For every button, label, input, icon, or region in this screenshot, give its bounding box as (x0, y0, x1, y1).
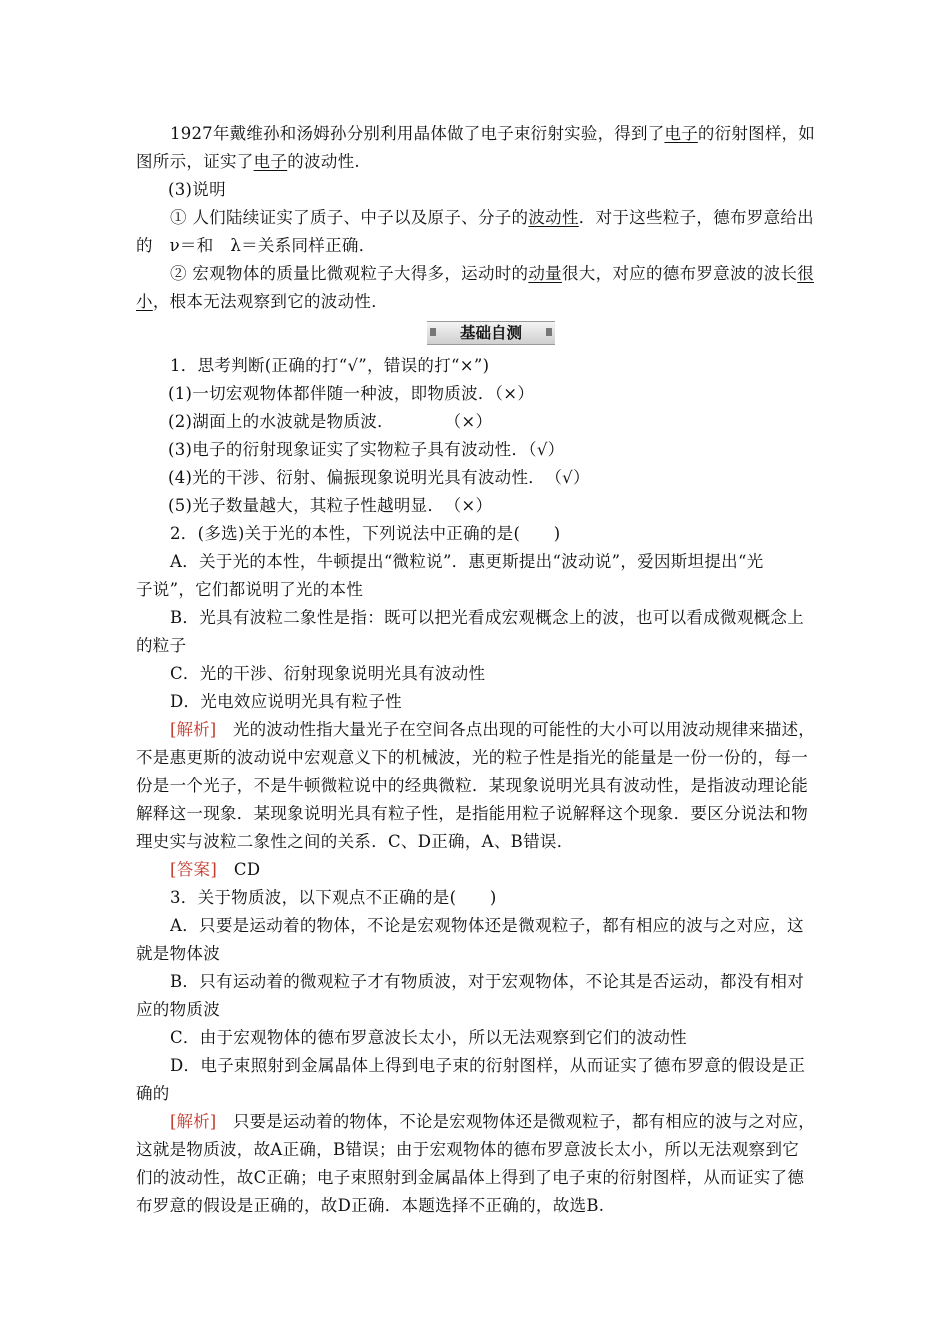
underlined-term: 波动性 (528, 208, 579, 227)
q2-option-a-line-1: A．关于光的本性，牛顿提出“微粒说”．惠更斯提出“波动说”，爱因斯坦提出“光 (170, 552, 764, 571)
underlined-term: 很 (797, 264, 814, 283)
q1-item-4: (4)光的干涉、衍射、偏振现象说明光具有波动性． （√） (168, 468, 590, 487)
explain-heading: (3)说明 (168, 180, 226, 199)
explain-p2-line-1: ② 宏观物体的质量比微观粒子大得多，运动时的动量很大，对应的德布罗意波的波长很 (170, 264, 814, 283)
q3-option-a-line-1: A．只要是运动着的物体，不论是宏观物体还是微观粒子，都有相应的波与之对应，这 (170, 916, 804, 935)
q2-stem: 2．(多选)关于光的本性，下列说法中正确的是( ) (170, 524, 561, 543)
q2-analysis-line-2: 不是惠更斯的波动说中宏观意义下的机械波，光的粒子性是指光的能量是一份一份的，每一 (136, 748, 808, 767)
q2-option-a-line-2: 子说”，它们都说明了光的本性 (136, 580, 364, 599)
explain-p1-line-2: 的 ν＝和 λ＝关系同样正确． (136, 236, 376, 255)
section-banner-title: 基础自测 (459, 324, 522, 342)
section-banner (427, 321, 555, 345)
q3-analysis-line-4: 布罗意的假设是正确的，故D正确．本题选择不正确的，故选B. (136, 1196, 605, 1215)
underlined-term: 动量 (528, 264, 562, 283)
q3-analysis-line-2: 这就是物质波，故A正确，B错误；由于宏观物体的德布罗意波长太小，所以无法观察到它 (136, 1140, 800, 1159)
q3-analysis-line-1: [解析] 只要是运动着的物体，不论是宏观物体还是微观粒子，都有相应的波与之对应， (170, 1112, 815, 1131)
underlined-term: 电子 (664, 124, 698, 143)
q2-analysis-line-3: 份是一个光子，不是牛顿微粒说中的经典微粒．某现象说明光具有波动性，是指波动理论能 (136, 776, 808, 795)
answer-tag: [答案] (170, 860, 218, 879)
q1-stem: 1．思考判断(正确的打“√”，错误的打“×”) (170, 356, 490, 375)
explain-p1-line-1: ① 人们陆续证实了质子、中子以及原子、分子的波动性．对于这些粒子，德布罗意给出 (170, 208, 814, 227)
q3-option-a-line-2: 就是物体波 (136, 944, 220, 963)
q3-option-d-line-2: 确的 (136, 1084, 170, 1103)
q3-option-b-line-1: B．只有运动着的微观粒子才有物质波，对于宏观物体，不论其是否运动，都没有相对 (170, 972, 805, 991)
intro-line-2: 图所示，证实了电子的波动性. (136, 152, 360, 171)
explain-p2-line-2: 小，根本无法观察到它的波动性． (136, 292, 389, 311)
q2-option-c: C．光的干涉、衍射现象说明光具有波动性 (170, 664, 486, 683)
q3-option-c: C．由于宏观物体的德布罗意波长太小，所以无法观察到它们的波动性 (170, 1028, 687, 1047)
q3-option-b-line-2: 应的物质波 (136, 1000, 220, 1019)
q1-item-5: (5)光子数量越大，其粒子性越明显． （×） (168, 496, 493, 515)
q2-analysis-line-1: [解析] 光的波动性指大量光子在空间各点出现的可能性的大小可以用波动规律来描述， (170, 720, 815, 739)
underlined-term: 电子 (253, 152, 288, 171)
q1-item-1: (1)一切宏观物体都伴随一种波，即物质波．（×） (168, 384, 535, 403)
q3-option-d-line-1: D．电子束照射到金属晶体上得到电子束的衍射图样，从而证实了德布罗意的假设是正 (170, 1056, 806, 1075)
q2-option-b-line-2: 的粒子 (136, 636, 187, 655)
q3-stem: 3．关于物质波，以下观点不正确的是( ) (170, 888, 497, 907)
q2-analysis-line-4: 解释这一现象．某现象说明光具有粒子性，是指能用粒子说解释这个现象．要区分说法和物 (136, 804, 808, 823)
q1-item-3: (3)电子的衍射现象证实了实物粒子具有波动性．（√） (168, 440, 565, 459)
intro-line-1: 1927年戴维孙和汤姆孙分别利用晶体做了电子束衍射实验，得到了电子的衍射图样，如 (170, 124, 815, 143)
q3-analysis-line-3: 们的波动性，故C正确；电子束照射到金属晶体上得到了电子束的衍射图样，从而证实了德 (136, 1168, 805, 1187)
q2-option-d: D．光电效应说明光具有粒子性 (170, 692, 402, 711)
q1-item-2: (2)湖面上的水波就是物质波． （×） (168, 412, 493, 431)
analysis-tag: [解析] (170, 1112, 217, 1131)
q2-answer: [答案] CD (170, 860, 261, 879)
q2-option-b-line-1: B．光具有波粒二象性是指：既可以把光看成宏观概念上的波，也可以看成微观概念上 (170, 608, 805, 627)
analysis-tag: [解析] (170, 720, 217, 739)
q2-analysis-line-5: 理史实与波粒二象性之间的关系．C、D正确，A、B错误． (136, 832, 574, 851)
underlined-term: 小 (136, 292, 153, 311)
